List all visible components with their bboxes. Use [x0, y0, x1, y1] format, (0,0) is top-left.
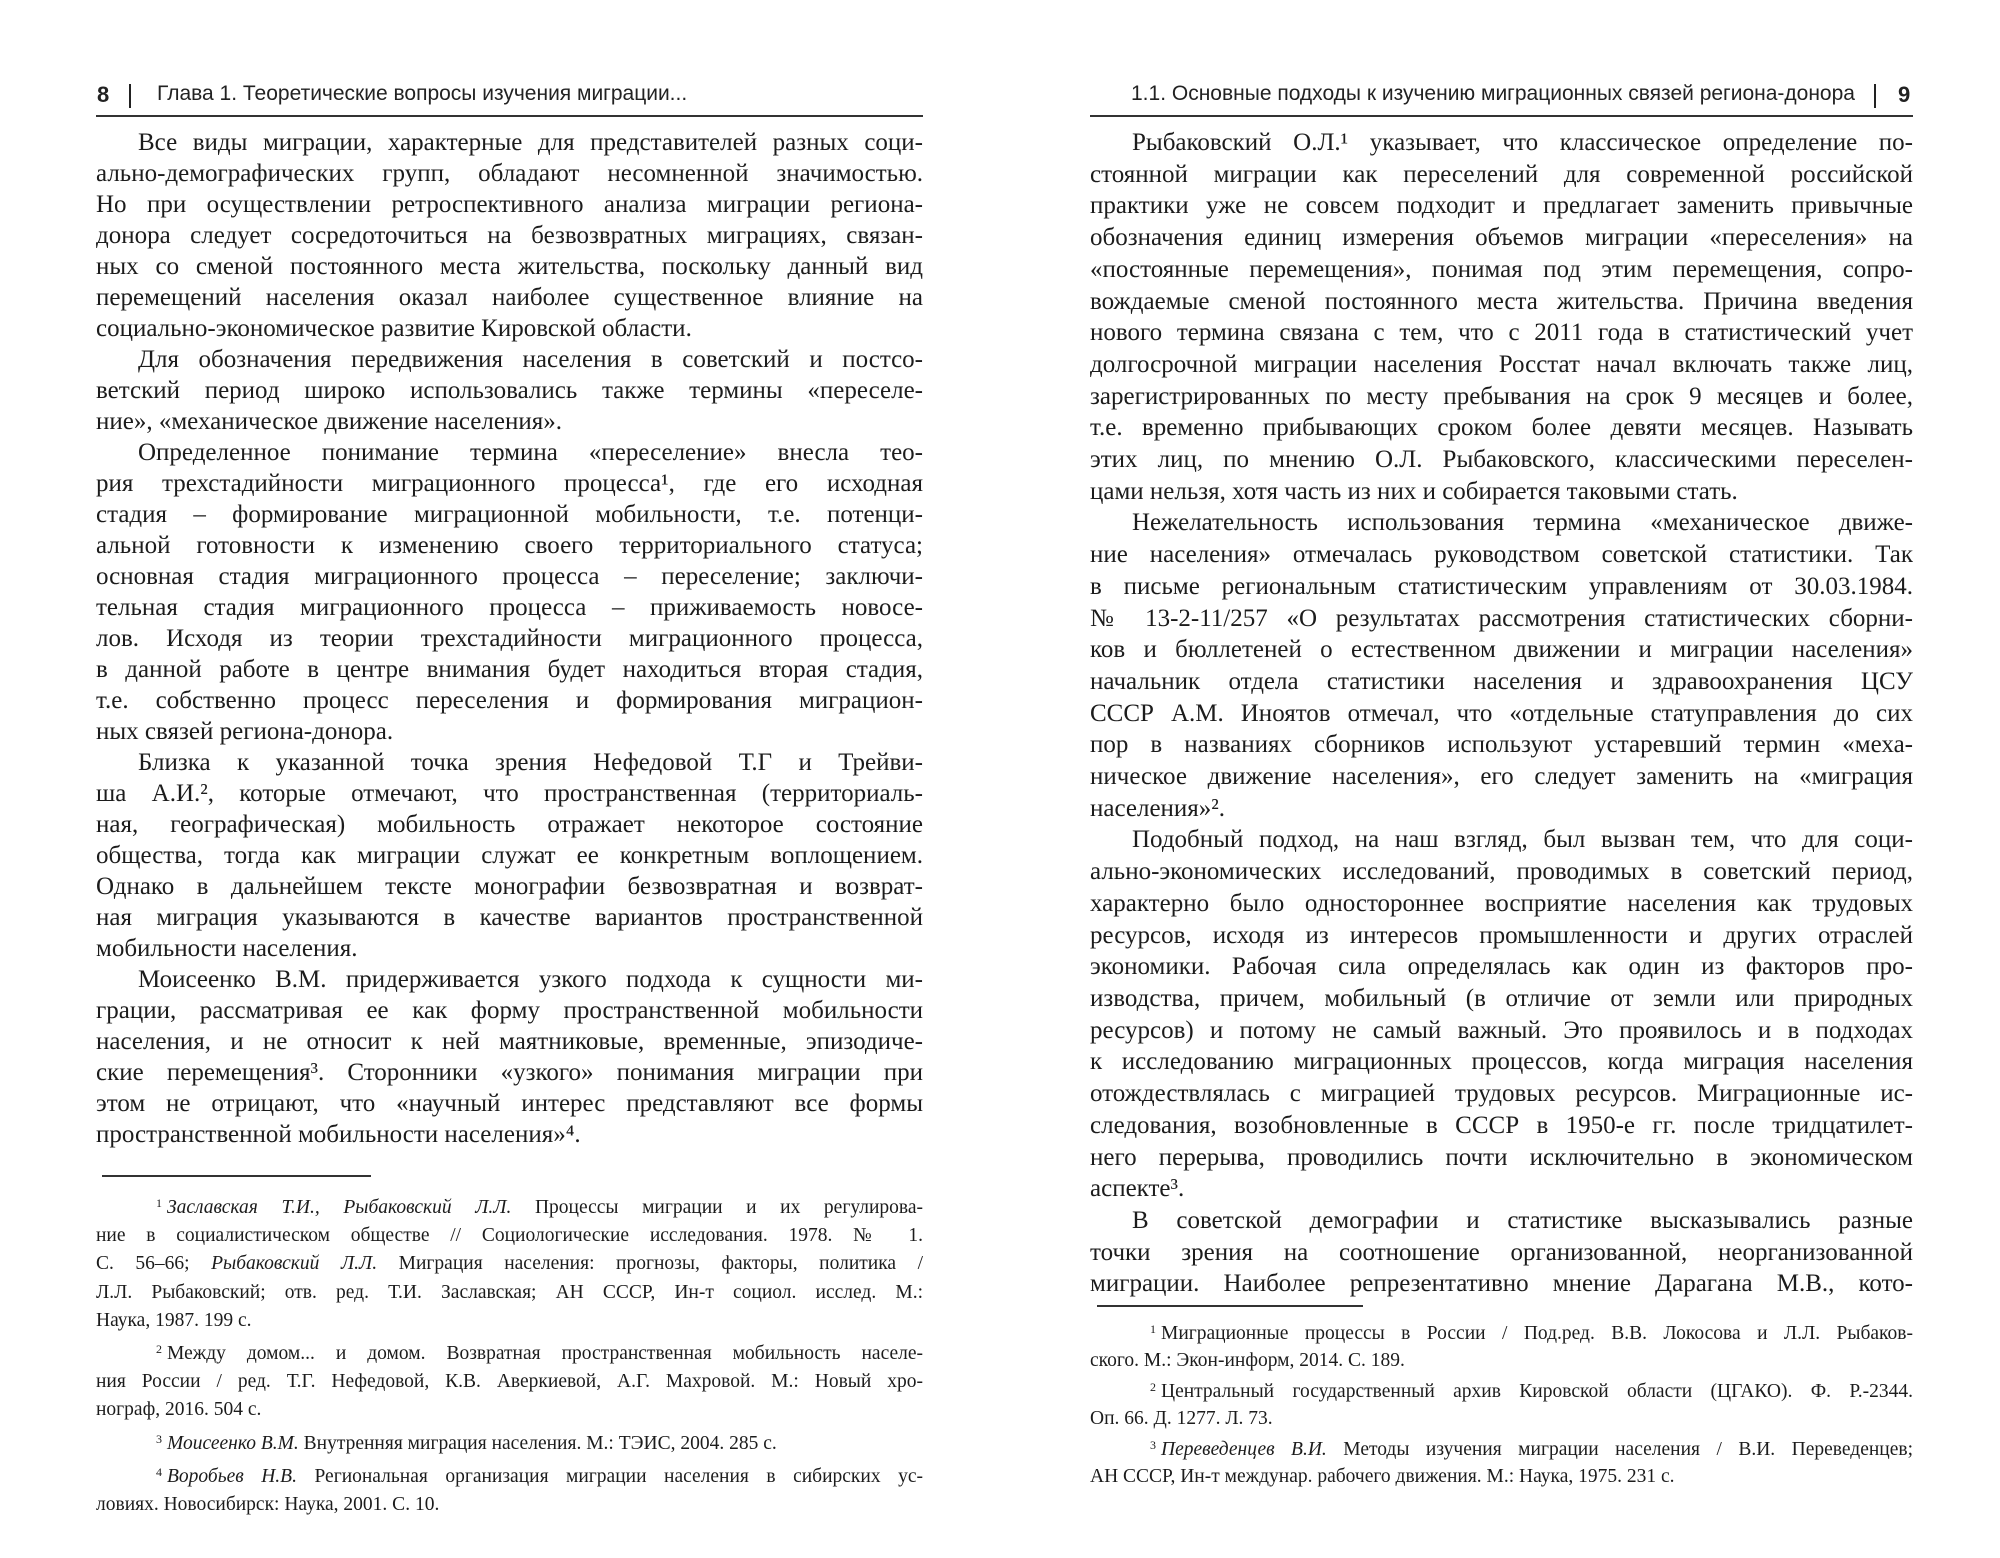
- footnote: [1090, 1316, 1913, 1374]
- footnote: [1090, 1374, 1913, 1432]
- header-rule-left: [96, 115, 923, 117]
- paragraph: [96, 747, 923, 964]
- text-line: № 13-2-11/257 «О результатах рассмотрения статистических сборни-: [1090, 604, 1913, 632]
- footnote-rule-left: [102, 1175, 371, 1177]
- footnote-text: Л.Л. Рыбаковский; отв. ред. Т.И. Заславская; АН СССР, Ин-т социол. исслед. М.:: [96, 1281, 923, 1303]
- text-line: Близка к указанной точка зрения Нефедовой Т.Г и Трейви-: [138, 749, 923, 776]
- footnote-text: АН СССР, Ин-т междунар. рабочего движения. М.: Наука, 1975. 231 с.: [1090, 1465, 1675, 1487]
- footnote-line: [96, 1279, 923, 1307]
- footnote-marker: 2: [156, 1342, 162, 1357]
- text-line: ных связей региона-донора.: [96, 718, 394, 745]
- footnote-line: [96, 1425, 923, 1458]
- text-line: пор в названиях сборников используют устаревший термин «меха-: [1090, 731, 1913, 759]
- footnote-text: Методы изучения миграции населения / В.И. Переведенцев;: [1326, 1439, 1913, 1461]
- footnote-marker: 2: [1150, 1380, 1156, 1395]
- footnote-text: ния России / ред. Т.Г. Нефедовой, К.В. Аверкиевой, А.Г. Махровой. М.: Новый хро-: [96, 1371, 923, 1393]
- text-line: СССР А.М. Иноятов отмечал, что «отдельные статуправления до сих: [1090, 699, 1913, 727]
- running-head-left: Глава 1. Теоретические вопросы изучения миграции...: [157, 82, 688, 105]
- right-page-body: [1090, 127, 1913, 1300]
- footnote-line: [96, 1307, 923, 1335]
- text-line: альной готовности к изменению своего территориального статуса;: [96, 532, 923, 559]
- text-line: ские перемещения³. Сторонники «узкого» понимания миграции при: [96, 1059, 923, 1086]
- text-line: зарегистрированных по месту пребывания на срок 9 месяцев и более,: [1090, 382, 1913, 410]
- text-line: ветский период широко использовались также термины «переселе-: [96, 377, 923, 404]
- footnote-text: ского. М.: Экон-информ, 2014. С. 189.: [1090, 1349, 1405, 1371]
- text-line: ная, географическая) мобильность отражает некоторое состояние: [96, 811, 923, 838]
- paragraph: [1090, 127, 1913, 507]
- footnote-marker: 1: [1150, 1322, 1156, 1336]
- text-line: тельная стадия миграционного процесса – приживаемость новосе-: [96, 594, 923, 621]
- footnote-line: [96, 1396, 923, 1424]
- text-line: него перерыва, проводились почти исключительно в экономическом: [1090, 1143, 1913, 1171]
- text-line: в данной работе в центре внимания будет находиться вторая стадия,: [96, 656, 923, 683]
- author-name: Заславская Т.И., Рыбаковский Л.Л.: [167, 1197, 512, 1218]
- right-page-footnotes: [1090, 1316, 1913, 1491]
- text-line: Все виды миграции, характерные для представителей разных соци-: [138, 129, 923, 156]
- footnote: [96, 1458, 923, 1519]
- footnote-line: [1090, 1406, 1913, 1433]
- text-line: Но при осуществлении ретроспективного анализа миграции региона-: [96, 191, 923, 218]
- author-name: Моисеенко В.М.: [167, 1432, 299, 1454]
- text-line: рия трехстадийности миграционного процесса¹, где его исходная: [96, 470, 923, 497]
- text-line: ная миграция указываются в качестве вариантов пространственной: [96, 904, 923, 931]
- text-line: грации, рассматривая ее как форму пространственной мобильности: [96, 997, 923, 1024]
- text-line: населения, и не относит к ней маятниковые, временные, эпизодиче-: [96, 1028, 923, 1055]
- footnote-text: С. 56–66;: [96, 1253, 212, 1275]
- footnote-line: [1090, 1316, 1913, 1348]
- author-name: Воробьев Н.В.: [167, 1465, 297, 1487]
- author-name: Рыбаковский Л.Л.: [211, 1253, 378, 1275]
- author-name: Переведенцев В.И.: [1161, 1439, 1327, 1461]
- footnote-line: [96, 1222, 923, 1250]
- text-line: долгосрочной миграции населения Росстат начал включать также лиц,: [1090, 350, 1913, 378]
- text-line: нового термина связана с тем, что с 2011 года в статистический учет: [1090, 319, 1913, 347]
- text-line: ническое движение населения», его следует заменить на «миграция: [1090, 763, 1913, 791]
- text-line: характерно было одностороннее восприятие населения как трудовых: [1090, 889, 1913, 917]
- text-line: Моисеенко В.М. придерживается узкого подхода к сущности ми-: [138, 966, 923, 993]
- footnote-line: [1090, 1432, 1913, 1464]
- footnote-line: [96, 1368, 923, 1396]
- paragraph: [96, 437, 923, 747]
- footnote-line: [96, 1458, 923, 1491]
- footnote-text: нограф, 2016. 504 с.: [96, 1399, 262, 1421]
- text-line: к исследованию миграционных процессов, когда миграция населения: [1090, 1048, 1913, 1076]
- text-line: Однако в дальнейшем тексте монографии безвозвратная и возврат-: [96, 873, 923, 900]
- text-line: социально-экономическое развитие Кировской области.: [96, 315, 692, 342]
- text-line: мобильности населения.: [96, 935, 358, 962]
- footnote-marker: 3: [1150, 1438, 1156, 1453]
- text-line: этом не отрицают, что «научный интерес представляют все формы: [96, 1090, 923, 1117]
- header-rule-right: [1090, 115, 1913, 117]
- header-divider-left: [129, 84, 131, 108]
- text-line: вождаемые сменой постоянного места жительства. Причина введения: [1090, 287, 1913, 315]
- footnote-line: [96, 1491, 923, 1519]
- footnote: [96, 1335, 923, 1425]
- text-line: лов. Исходя из теории трехстадийности миграционного процесса,: [96, 625, 923, 652]
- text-line: ресурсов, исходя из интересов промышленности и других отраслей: [1090, 921, 1913, 949]
- text-line: изводства, причем, мобильный (в отличие от земли или природных: [1090, 984, 1913, 1012]
- text-line: ресурсов) и потому не самый важный. Это проявилось и в подходах: [1090, 1016, 1913, 1044]
- text-line: миграции. Наиболее репрезентативно мнение Дарагана М.В., кото-: [1090, 1270, 1913, 1298]
- text-line: Для обозначения передвижения населения в советский и постсо-: [138, 346, 923, 373]
- text-line: практики уже не совсем подходит и предлагает заменить привычные: [1090, 192, 1913, 220]
- footnote-text: ние в социалистическом обществе // Социологические исследования. 1978. № 1.: [96, 1225, 923, 1247]
- footnote-line: [96, 1335, 923, 1368]
- text-line: аспекте³.: [1090, 1175, 1185, 1203]
- text-line: обозначения единиц измерения объемов миграции «переселения» на: [1090, 224, 1913, 252]
- left-page-footnotes: [96, 1189, 923, 1519]
- footnote-text: Оп. 66. Д. 1277. Л. 73.: [1090, 1407, 1273, 1429]
- text-line: стоянной миграции как переселений для современной российской: [1090, 160, 1913, 188]
- text-line: т.е. временно прибывающих сроком более девяти месяцев. Называть: [1090, 414, 1913, 442]
- left-page-body: [96, 127, 923, 1150]
- footnote-text: Миграционные процессы в России / Под.ред. В.В. Локосова и Л.Л. Рыбаков-: [1161, 1323, 1913, 1344]
- text-line: точки зрения на соотношение организованной, неорганизованной: [1090, 1238, 1913, 1266]
- text-line: ков и бюллетеней о естественном движении и миграции населения»: [1090, 636, 1913, 664]
- paragraph: [96, 127, 923, 344]
- running-head-right: 1.1. Основные подходы к изучению миграционных связей региона-донора: [1131, 82, 1855, 105]
- footnote: [96, 1189, 923, 1335]
- text-line: Нежелательность использования термина «механическое движе-: [1132, 509, 1913, 537]
- text-line: донора следует сосредоточиться на безвозвратных миграциях, связан-: [96, 222, 923, 249]
- text-line: начальник отдела статистики населения и здравоохранения ЦСУ: [1090, 667, 1913, 695]
- paragraph: [96, 964, 923, 1150]
- footnote-text: Региональная организация миграции населения в сибирских ус-: [296, 1465, 923, 1487]
- footnote-text: ловиях. Новосибирск: Наука, 2001. С. 10.: [96, 1494, 440, 1516]
- text-line: стадия – формирование миграционной мобильности, т.е. потенци-: [96, 501, 923, 528]
- footnote-marker: 3: [156, 1431, 162, 1446]
- text-line: ально-демографических групп, обладают несомненной значимостью.: [96, 160, 923, 187]
- text-line: ние населения» отмечалась руководством советской статистики. Так: [1090, 541, 1913, 569]
- text-line: ша А.И.², которые отмечают, что пространственная (территориаль-: [96, 780, 923, 807]
- text-line: пространственной мобильности населения»⁴.: [96, 1121, 581, 1148]
- page-number-left: 8: [97, 82, 110, 107]
- header-divider-right: [1874, 84, 1876, 108]
- footnote: [1090, 1432, 1913, 1490]
- paragraph: [1090, 507, 1913, 824]
- text-line: Определенное понимание термина «переселение» внесла тео-: [138, 439, 923, 466]
- text-line: цами нельзя, хотя часть из них и собирается таковыми стать.: [1090, 477, 1738, 505]
- text-line: основная стадия миграционного процесса – переселение; заключи-: [96, 563, 923, 590]
- footnote-rule-right: [1097, 1305, 1363, 1307]
- text-line: экономики. Рабочая сила определялась как один из факторов про-: [1090, 953, 1913, 981]
- footnote-line: [96, 1250, 923, 1278]
- text-line: Подобный подход, на наш взгляд, был вызван тем, что для соци-: [1132, 826, 1913, 854]
- footnote-text: Процессы миграции и их регулирова-: [511, 1197, 923, 1218]
- text-line: т.е. собственно процесс переселения и формирования миграцион-: [96, 687, 923, 714]
- paragraph: [1090, 1205, 1913, 1300]
- text-line: следования, возобновленные в СССР в 1950-е гг. после тридцатилет-: [1090, 1111, 1913, 1139]
- text-line: ние», «механическое движение населения».: [96, 408, 562, 435]
- footnote-marker: 1: [156, 1196, 162, 1210]
- footnote-text: Центральный государственный архив Кировской области (ЦГАКО). Ф. Р.-2344.: [1161, 1381, 1913, 1403]
- footnote-line: [1090, 1464, 1913, 1491]
- footnote-line: [1090, 1348, 1913, 1375]
- text-line: отождествлялась с миграцией трудовых ресурсов. Миграционные ис-: [1090, 1080, 1913, 1108]
- footnote-line: [96, 1189, 923, 1222]
- footnote-text: Миграция населения: прогнозы, факторы, политика /: [377, 1253, 923, 1275]
- footnote-text: Наука, 1987. 199 с.: [96, 1309, 252, 1331]
- text-line: «постоянные перемещения», понимая под этим перемещения, сопро-: [1090, 255, 1913, 283]
- paragraph: [96, 344, 923, 437]
- text-line: общества, тогда как миграции служат ее конкретным воплощением.: [96, 842, 923, 869]
- footnote-text: Внутренняя миграция населения. М.: ТЭИС, 2004. 285 с.: [298, 1432, 777, 1454]
- footnote-text: Между домом... и домом. Возвратная пространственная мобильность населе-: [167, 1343, 923, 1365]
- page-number-right: 9: [1898, 82, 1911, 107]
- text-line: населения»².: [1090, 794, 1226, 822]
- text-line: ально-экономических исследований, проводимых в советский период,: [1090, 858, 1913, 886]
- text-line: В советской демографии и статистике высказывались разные: [1132, 1206, 1913, 1234]
- text-line: в письме региональным статистическим управлениям от 30.03.1984.: [1090, 572, 1913, 600]
- text-line: ных со сменой постоянного места жительства, поскольку данный вид: [96, 253, 923, 280]
- footnote-marker: 4: [156, 1464, 162, 1479]
- text-line: перемещений населения оказал наиболее существенное влияние на: [96, 284, 923, 311]
- text-line: этих лиц, по мнению О.Л. Рыбаковского, классическими переселен-: [1090, 446, 1913, 474]
- footnote: [96, 1425, 923, 1458]
- text-line: Рыбаковский О.Л.¹ указывает, что классическое определение по-: [1132, 129, 1913, 156]
- footnote-line: [1090, 1374, 1913, 1406]
- paragraph: [1090, 824, 1913, 1204]
